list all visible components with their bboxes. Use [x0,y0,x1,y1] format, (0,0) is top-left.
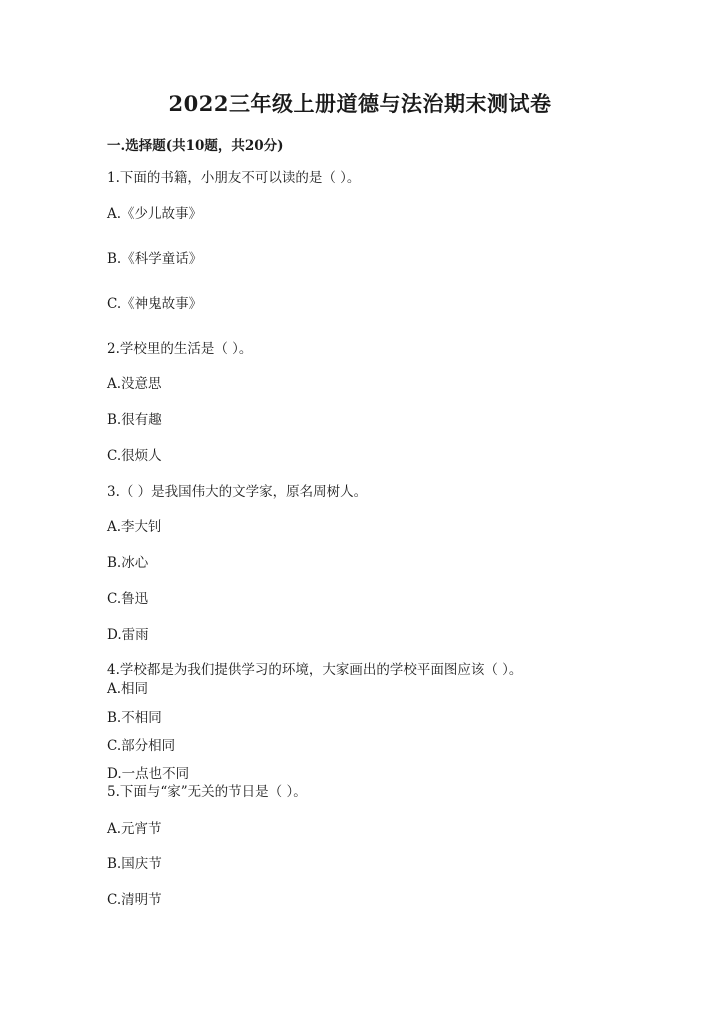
question-1-stem: 1.下面的书籍，小朋友不可以读的是（ ）。 [107,170,361,186]
question-4-option-d: D.一点也不同 [107,766,190,782]
question-4-stem: 4.学校都是为我们提供学习的环境，大家画出的学校平面图应该（ ）。 [107,662,523,678]
question-3-option-c: C.鲁迅 [107,591,149,607]
question-5-option-c: C.清明节 [107,892,162,908]
question-2-stem: 2.学校里的生活是（ ）。 [107,341,253,357]
question-3-option-a: A.李大钊 [107,519,162,535]
question-3-option-b: B.冰心 [107,555,149,571]
question-4-option-c: C.部分相同 [107,738,176,754]
question-1-option-a: A.《少儿故事》 [107,206,203,222]
question-3-option-d: D.雷雨 [107,627,149,643]
question-1-option-c: C.《神鬼故事》 [107,296,203,312]
question-2-option-a: A.没意思 [107,376,162,392]
page-title: 2022三年级上册道德与法治期末测试卷 [168,91,552,116]
question-4-option-a: A.相同 [107,681,149,697]
question-5-stem: 5.下面与“家”无关的节日是（ ）。 [107,784,307,800]
question-4-option-b: B.不相同 [107,710,162,726]
question-3-stem: 3.（ ）是我国伟大的文学家，原名周树人。 [107,484,368,500]
question-5-option-a: A.元宵节 [107,821,162,837]
section-heading: 一.选择题(共10题，共20分) [107,138,284,154]
question-2-option-c: C.很烦人 [107,448,162,464]
question-5-option-b: B.国庆节 [107,856,162,872]
question-2-option-b: B.很有趣 [107,412,162,428]
question-1-option-b: B.《科学童话》 [107,251,203,267]
